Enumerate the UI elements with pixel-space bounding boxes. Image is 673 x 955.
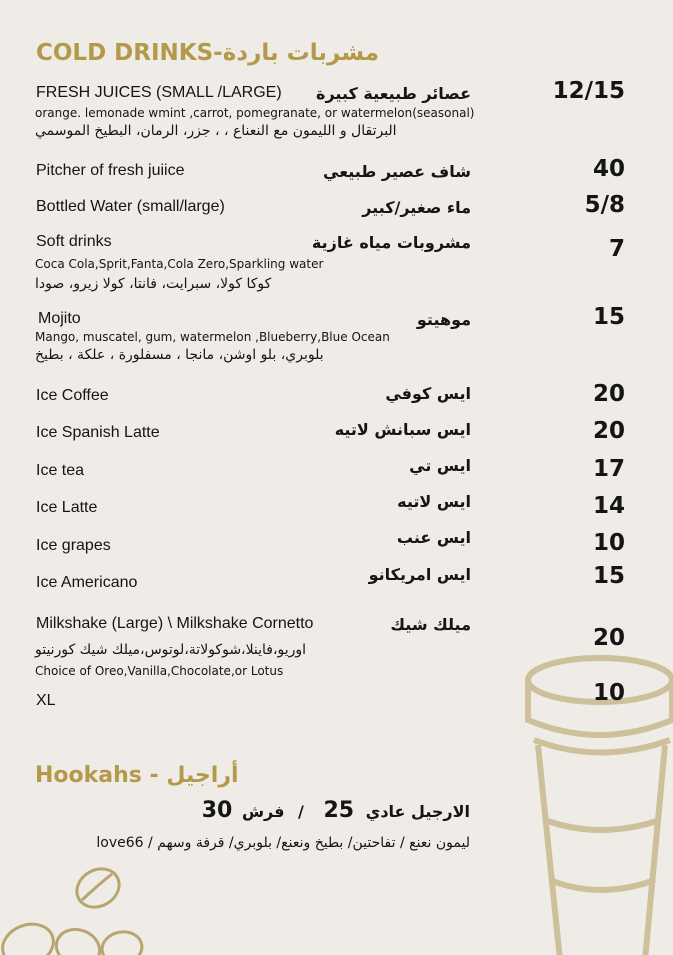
hookah-special-label: فرش <box>241 802 285 821</box>
cold-drinks-title: COLD DRINKS-مشربات باردة <box>36 40 379 66</box>
item-name-ar: ميلك شيك <box>390 615 471 634</box>
item-name-ar: شاف عصير طبيعي <box>323 162 471 181</box>
item-price: 20 <box>592 625 625 651</box>
item-name-en: XL <box>36 692 56 709</box>
item-price: 12/15 <box>552 78 625 104</box>
item-desc-en: Coca Cola,Sprit,Fanta,Cola Zero,Sparkling water <box>35 257 324 271</box>
item-name-en: Ice grapes <box>36 537 111 554</box>
item-name-en: Ice Latte <box>36 499 98 516</box>
item-name-en: Ice Spanish Latte <box>36 424 160 441</box>
item-desc-ar: بلوبري، بلو اوشن، مانجا ، مسفلورة ، علكة ، بطيخ <box>35 347 324 363</box>
item-name-ar: موهيتو <box>416 310 471 329</box>
item-price: 5/8 <box>584 192 625 218</box>
item-name-en: Bottled Water (small/large) <box>36 198 225 215</box>
coffee-beans-illustration <box>0 860 150 955</box>
item-name-en: FRESH JUICES (SMALL /LARGE) <box>36 84 282 101</box>
hookah-regular-price: 25 <box>323 798 355 823</box>
item-desc-en: Mango, muscatel, gum, watermelon ,Blueberry,Blue Ocean <box>35 330 390 344</box>
item-price: 7 <box>608 236 625 262</box>
item-price: 10 <box>592 530 625 556</box>
item-price: 15 <box>592 304 625 330</box>
item-desc-ar: البرتقال و الليمون مع النعناع ، ، جزر، الرمان، البطيخ الموسمي <box>35 123 397 139</box>
hookah-special-price: 30 <box>201 798 233 823</box>
item-price: 20 <box>592 381 625 407</box>
item-name-en: Soft drinks <box>36 233 112 250</box>
item-name-ar: ايس تي <box>409 456 471 475</box>
item-name-en: Ice Coffee <box>36 387 109 404</box>
item-name-ar: ايس امريكانو <box>368 565 471 584</box>
item-name-ar: عصائر طبيعية كبيرة <box>316 84 471 103</box>
item-name-ar: ايس سبانش لاتيه <box>334 420 471 439</box>
hookah-regular-label: الارجيل عادي <box>365 802 470 821</box>
item-name-en: Pitcher of fresh juiice <box>36 162 185 179</box>
item-price: 15 <box>592 563 625 589</box>
item-desc-ar: كوكا كولا، سبرايت، فانتا، كولا زيرو، صودا <box>35 276 272 292</box>
item-desc-en: orange. lemonade wmint ,carrot, pomegranate, or watermelon(seasonal) <box>35 106 475 120</box>
item-price: 17 <box>592 456 625 482</box>
item-price: 40 <box>592 156 625 182</box>
item-price: 20 <box>592 418 625 444</box>
item-name-ar: ايس عنب <box>396 528 471 547</box>
item-desc-ar: اوريو،فاينلا،شوكولاتة،لوتوس،ميلك شيك كورنيتو <box>35 642 307 658</box>
item-name-ar: ايس كوفي <box>385 384 471 403</box>
hookah-prices <box>202 798 470 823</box>
item-price: 10 <box>592 680 625 706</box>
hookah-flavors: ليمون نعنع / تفاحتين/ بطيخ ونعنع/ بلوبري/ قرفة وسهم / love66 <box>96 835 470 851</box>
item-name-ar: ماء صغير/كبير <box>362 198 471 217</box>
item-name-ar: مشروبات مياه غازية <box>311 233 471 252</box>
item-name-en: Ice Americano <box>36 574 138 591</box>
item-name-en: Milkshake (Large) \ Milkshake Cornetto <box>36 615 314 632</box>
item-name-en: Ice tea <box>36 462 85 479</box>
hookah-separator: / <box>298 802 304 821</box>
hookahs-title: Hookahs - أراجيل <box>35 763 239 788</box>
item-name-ar: ايس لاتيه <box>397 492 471 511</box>
item-desc-en: Choice of Oreo,Vanilla,Chocolate,or Lotus <box>35 664 284 678</box>
item-name-en: Mojito <box>38 310 81 327</box>
item-price: 14 <box>592 493 625 519</box>
